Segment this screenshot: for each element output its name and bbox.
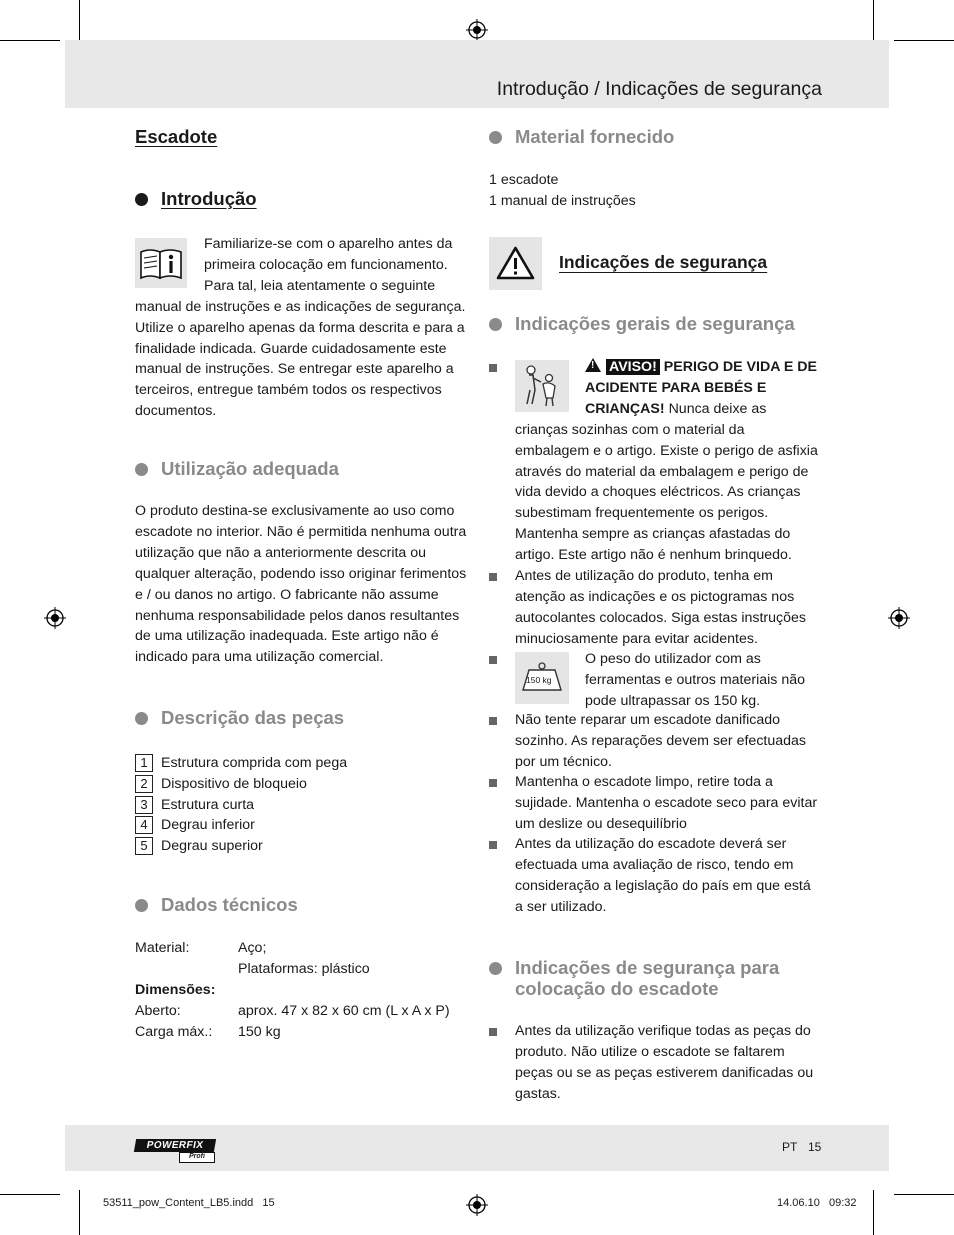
part-name: Estrutura comprida com pega: [161, 755, 348, 771]
bullet-square-icon: [489, 1028, 497, 1036]
bullet-text: Antes da utilização do escadote deverá ser efectuada uma avaliação de risco, tendo em consideração a legislação do país em que está a ser utilizado.: [515, 836, 811, 915]
slug-date: 14.06.10 09:32: [777, 1197, 857, 1209]
bullet-square-icon: [489, 841, 497, 849]
page-language: PT: [782, 1140, 798, 1154]
placement-heading: Indicações de segurança para colocação do escadote: [489, 957, 822, 999]
tech-value: Plataformas: plástico: [238, 960, 370, 977]
bullet-text: Antes da utilização verifique todas as peças do produto. Não utilize o escadote se faltarem peças ou se as peças estiverem danificadas ou gastas.: [515, 1023, 814, 1102]
child-danger-pictogram-icon: [515, 360, 569, 412]
tech-label: Carga máx.:: [135, 1023, 213, 1040]
registration-mark-icon: [466, 1194, 488, 1216]
tech-row-material: [135, 938, 475, 959]
tech-row-material-2: [135, 959, 475, 980]
bullet-text: Não tente reparar um escadote danificado sozinho. As reparações devem ser efectuadas por um técnico.: [515, 712, 807, 770]
part-number: 3: [135, 796, 153, 814]
instruction-manual-info-icon: [135, 238, 187, 288]
page-header-title: Introdução / Indicações de segurança: [496, 78, 822, 100]
bullet-dot-icon: [135, 193, 148, 206]
general-safety-heading: Indicações gerais de segurança: [489, 313, 795, 334]
bullet-item: [489, 834, 822, 918]
logo-main: POWERFIX: [134, 1139, 216, 1152]
crop-mark: [0, 40, 60, 41]
bullet-text: Nunca deixe as crianças sozinhas com o material da embalagem e o artigo. Existe o perigo de asfixia através do material da embalagem e perigo de vida devido a choques eléctricos. As crianças subestimam frequentemente os perigos. Mantenha sempre as crianças afastadas do artigo. Este artigo não é nenhum brinquedo.: [515, 400, 818, 564]
intro-block: [135, 234, 468, 422]
tech-value: Aço;: [238, 940, 267, 956]
page-number: 15: [808, 1140, 822, 1154]
aviso-label: AVISO!: [606, 359, 660, 375]
safety-heading: Indicações de segurança: [559, 252, 768, 272]
crop-mark: [873, 0, 874, 45]
warning-icon: [585, 358, 601, 372]
supplied-item: 1 manual de instruções: [489, 192, 636, 209]
registration-mark-icon: [466, 19, 488, 41]
bullet-square-icon: [489, 779, 497, 787]
logo-sub: Profi: [179, 1152, 215, 1163]
bullet-dot-icon: [135, 899, 148, 912]
tech-data-table: [135, 938, 475, 1042]
bullet-dot-icon: [135, 712, 148, 725]
part-name: Estrutura curta: [161, 796, 255, 813]
bullet-dot-icon: [489, 962, 502, 975]
bullet-dot-icon: [135, 463, 148, 476]
warning-triangle-icon: [489, 237, 542, 290]
crop-mark: [894, 40, 954, 41]
bullet-square-icon: [489, 573, 497, 581]
parts-heading: Descrição das peças: [135, 707, 344, 728]
bullet-item: [489, 649, 822, 712]
bullet-dot-icon: [489, 131, 502, 144]
registration-mark-icon: [888, 607, 910, 629]
weight-limit-pictogram-icon: [515, 652, 569, 704]
bullet-item: [489, 357, 822, 566]
bullet-item: [489, 710, 822, 773]
crop-mark: [79, 0, 80, 45]
weight-label: 150 kg: [526, 675, 552, 685]
usage-heading: Utilização adequada: [135, 458, 339, 479]
bullet-text: O peso do utilizador com as ferramentas e outros materiais não pode ultrapassar os 150 kg.: [585, 651, 806, 709]
tech-heading: Dados técnicos: [135, 894, 298, 915]
tech-label: Aberto:: [135, 1002, 181, 1019]
crop-mark: [894, 1194, 954, 1195]
part-number: 4: [135, 816, 153, 834]
intro-text: Familiarize-se com o aparelho antes da primeira colocação em funcionamento. Para tal, leia atentamente o seguinte manual de instruções e as indicações de segurança. Utilize o aparelho apenas da forma descrita e para a finalidade indicada. Guarde cuidadosamente este manual de instruções. Se entregar este aparelho a terceiros, entregue também todos os respectivos documentos.: [135, 236, 466, 420]
supplied-item: 1 escadote: [489, 172, 559, 188]
tech-label: Material:: [135, 940, 190, 956]
bullet-item: [489, 772, 822, 835]
tech-value: 150 kg: [238, 1023, 281, 1040]
bullet-item: [489, 566, 822, 650]
bullet-square-icon: [489, 656, 497, 664]
main-title: Escadote: [135, 126, 218, 147]
bullet-square-icon: [489, 364, 497, 372]
registration-mark-icon: [44, 607, 66, 629]
part-name: Degrau inferior: [161, 817, 255, 834]
part-number: 2: [135, 775, 153, 793]
tech-label: Dimensões:: [135, 981, 216, 998]
bullet-dot-icon: [489, 318, 502, 331]
tech-row-open: [135, 1001, 475, 1022]
supplied-heading: Material fornecido: [489, 126, 674, 147]
slug-filename: 53511_pow_Content_LB5.indd 15: [103, 1197, 275, 1209]
part-name: Degrau superior: [161, 838, 263, 855]
danger-warning: PERIGO DE VIDA E DE ACIDENTE PARA BEBÉS E CRIANÇAS!: [585, 359, 817, 417]
supplied-list: [489, 170, 822, 212]
bullet-square-icon: [489, 717, 497, 725]
part-number: 1: [135, 754, 153, 772]
part-number: 5: [135, 837, 153, 855]
usage-text: O produto destina-se exclusivamente ao uso como escadote no interior. Não é permitida nenhuma outra utilização que não a anteriormente descrita ou qualquer alteração, podendo isso originar ferimentos e / ou danos no artigo. O fabricante não assume nenhuma responsabilidade pelos danos resultantes de uma utilização inadequada. Este artigo não é indicado para uma utilização comercial.: [135, 503, 467, 666]
bullet-text: Antes de utilização do produto, tenha em atenção as indicações e os pictogramas nos autocolantes colocados. Siga estas instruções minuciosamente para evitar acidentes.: [515, 568, 807, 647]
bullet-text: Mantenha o escadote limpo, retire toda a sujidade. Mantenha o escadote seco para evitar um deslize ou desequilíbrio: [515, 774, 818, 832]
tech-row-load: [135, 1022, 475, 1043]
part-name: Dispositivo de bloqueio: [161, 775, 307, 792]
crop-mark: [873, 1190, 874, 1235]
crop-mark: [0, 1194, 60, 1195]
powerfix-logo: [135, 1139, 215, 1161]
tech-value: aprox. 47 x 82 x 60 cm (L x A x P): [238, 1002, 450, 1019]
bullet-item: [489, 1021, 822, 1105]
tech-row-dimensions: [135, 980, 475, 1001]
crop-mark: [79, 1190, 80, 1235]
intro-heading: Introdução: [135, 188, 257, 209]
